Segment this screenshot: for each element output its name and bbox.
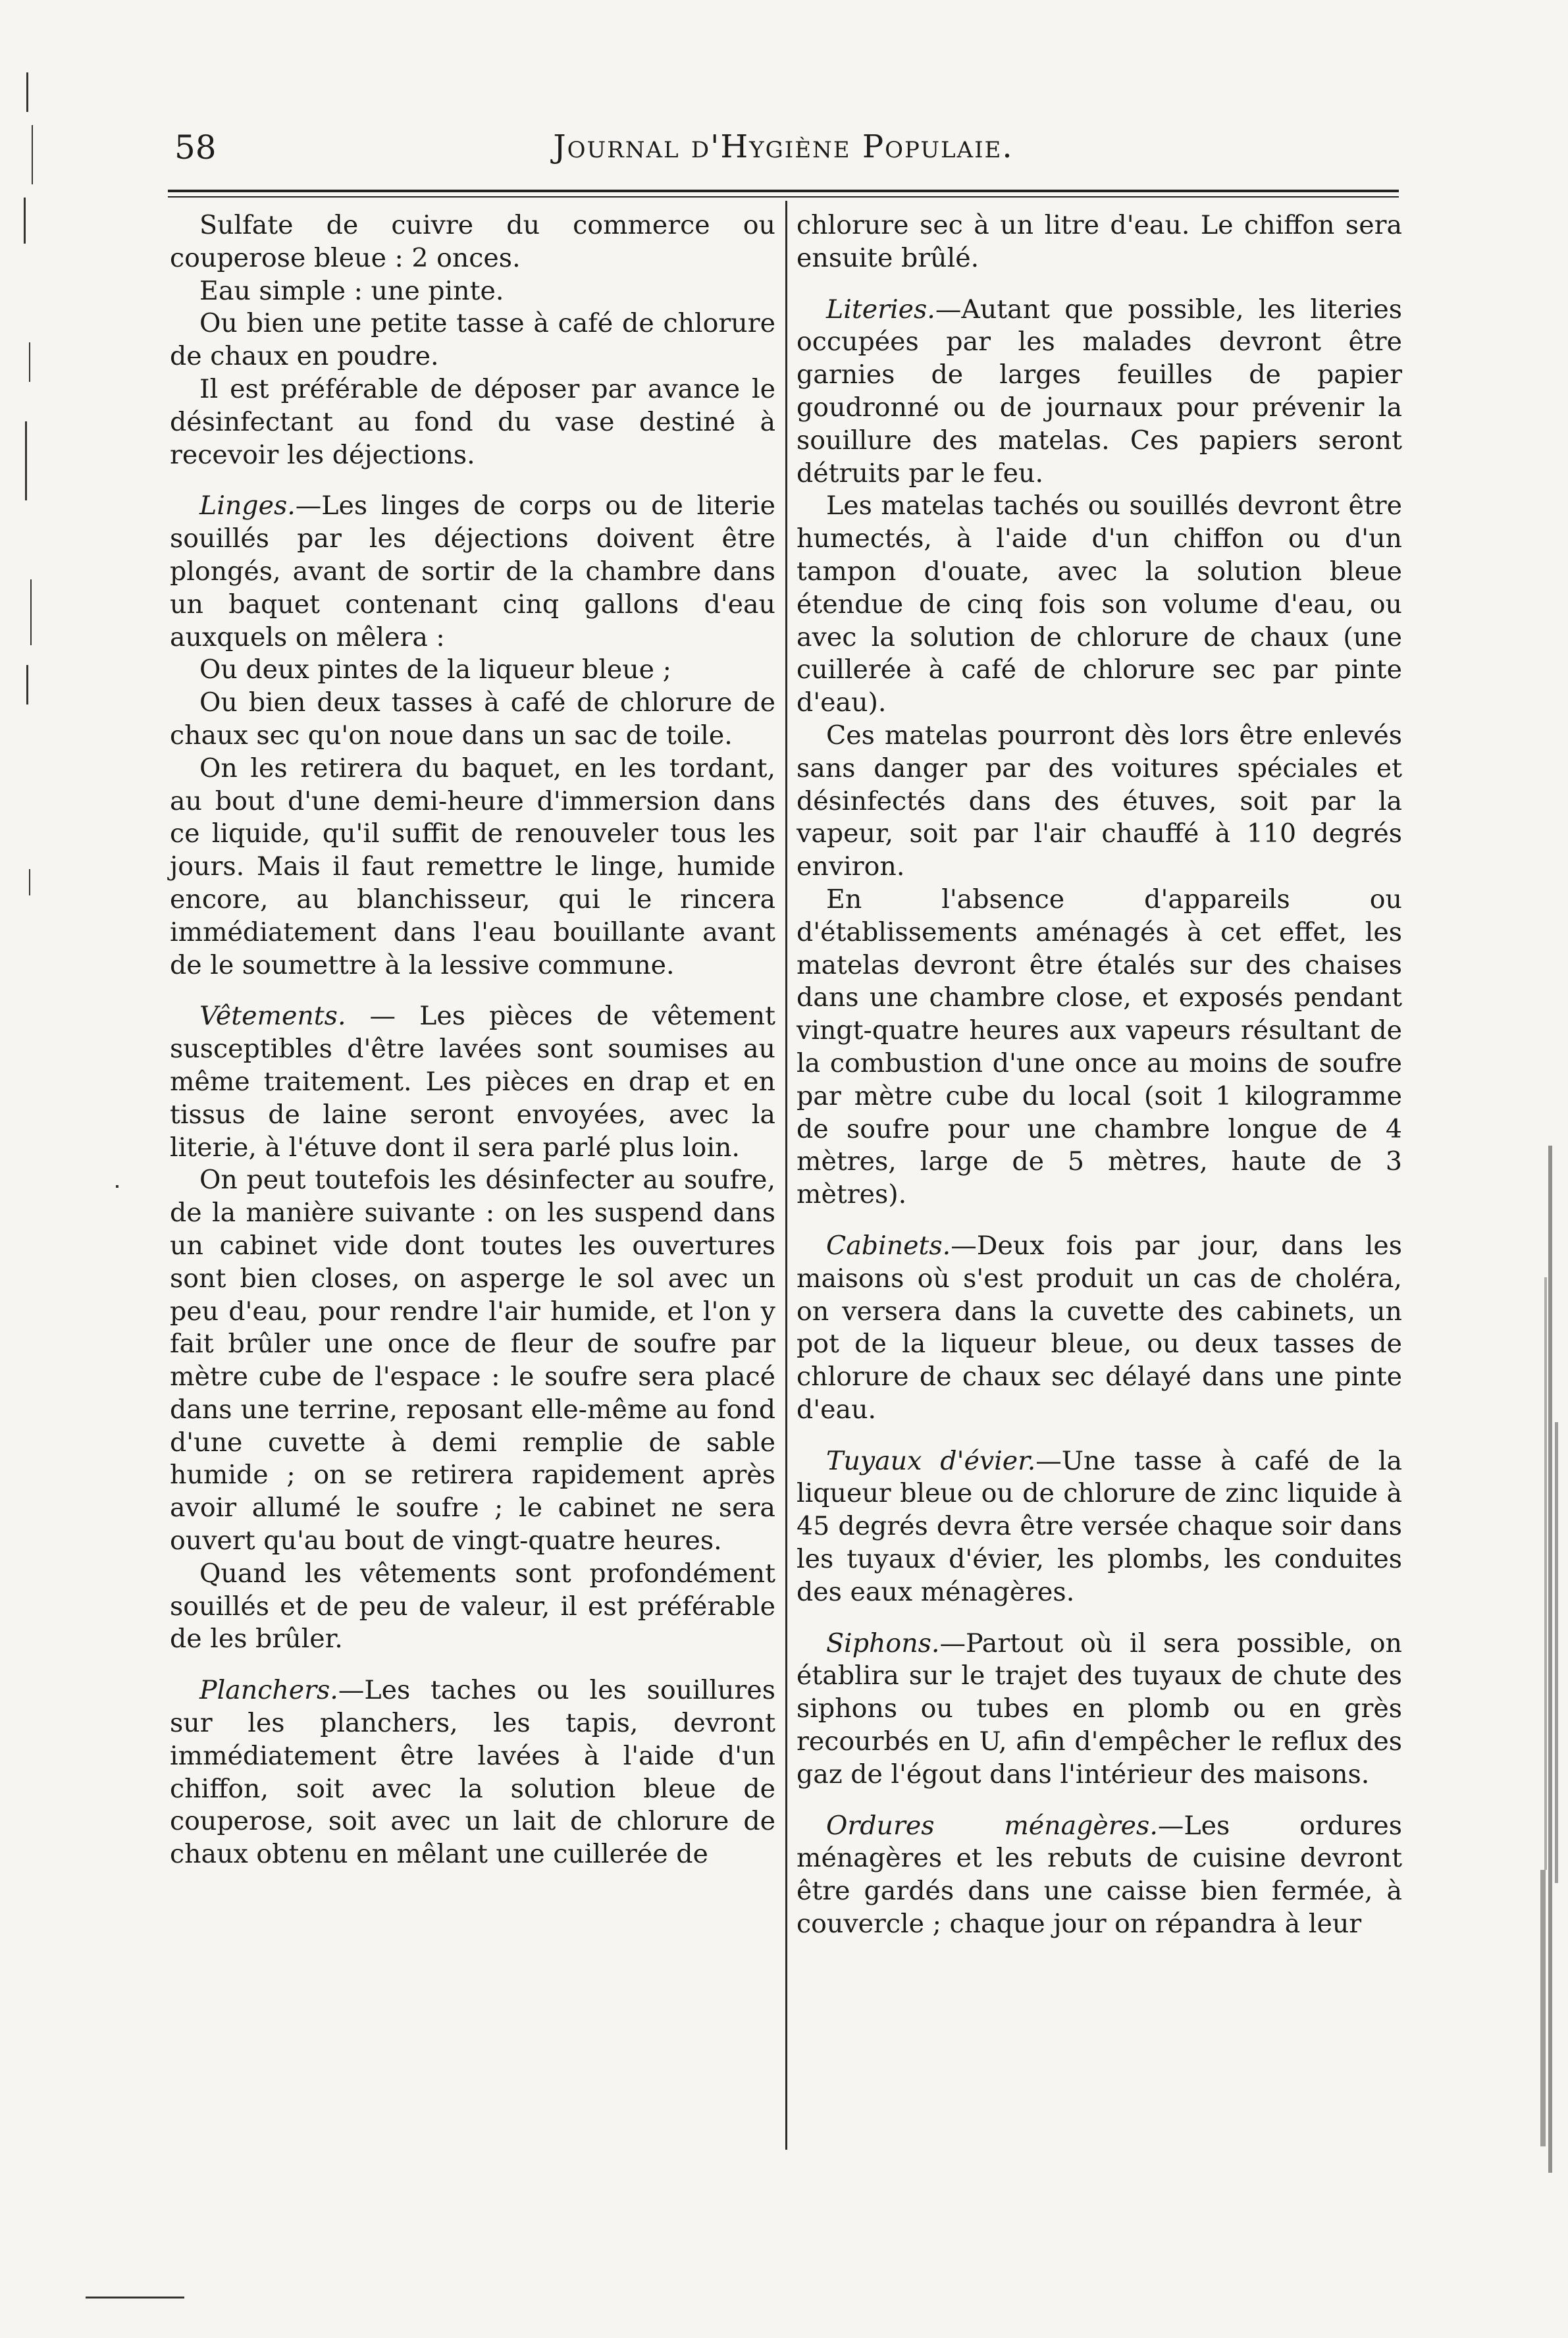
paragraph bbox=[797, 720, 1402, 884]
paragraph-text: chlorure sec à un litre d'eau. Le chiffon sera ensuite brûlé. bbox=[797, 210, 1402, 273]
paragraph-text: Il est préférable de déposer par avance le désinfectant au fond du vase destiné à recevoir les déjections. bbox=[170, 373, 775, 470]
page-header bbox=[168, 122, 1399, 181]
paragraph-text: —Les linges de corps ou de literie souillés par les déjections doivent être plongés, avant de sortir de la chambre dans un baquet contenant cinq gallons d'eau auxquels on mêlera : bbox=[170, 491, 775, 652]
paragraph bbox=[170, 373, 775, 471]
right-edge-scan-noise bbox=[1529, 1146, 1568, 2173]
section-lead: Siphons. bbox=[826, 1628, 940, 1659]
right-column bbox=[797, 209, 1402, 1941]
paragraph-text: —Deux fois par jour, dans les maisons où s'est produit un cas de choléra, on versera dans la cuvette des cabinets, un pot de la liqueur bleue, ou deux tasses de chlorure de chaux sec délayé dans une pinte d'eau. bbox=[797, 1230, 1402, 1425]
header-rule-thin bbox=[168, 196, 1399, 198]
section-lead: Linges. bbox=[199, 491, 296, 521]
footer-rule bbox=[86, 2297, 184, 2298]
paragraph bbox=[797, 1810, 1402, 1941]
paragraph-text: Sulfate de cuivre du commerce ou couperose bleue : 2 onces. bbox=[170, 210, 775, 273]
paragraph bbox=[170, 209, 775, 275]
left-column bbox=[170, 209, 775, 1871]
section-lead: Tuyaux d'évier. bbox=[826, 1445, 1036, 1476]
header-rule bbox=[168, 190, 1399, 192]
paragraph bbox=[170, 1674, 775, 1871]
running-title: Journal d'Hygiène Populaie. bbox=[553, 128, 1014, 165]
paragraph bbox=[797, 1445, 1402, 1609]
paragraph bbox=[797, 490, 1402, 720]
paragraph bbox=[170, 490, 775, 654]
paragraph-text: Ces matelas pourront dès lors être enlevés sans danger par des voitures spéciales et désinfectés dans des étuves, soit par la vapeur, soit par l'air chauffé à 110 degrés environ. bbox=[797, 720, 1402, 882]
paragraph-text: — Les pièces de vêtement susceptibles d'être lavées sont soumises au même traitement. Les pièces en drap et en tissus de laine seront envoyées, avec la literie, à l'étuve dont il sera parlé plus loin. bbox=[170, 1001, 775, 1163]
section-lead: Literies. bbox=[826, 294, 935, 325]
paragraph bbox=[170, 654, 775, 687]
column-divider bbox=[785, 201, 787, 2150]
paragraph bbox=[170, 275, 775, 308]
paragraph bbox=[797, 1230, 1402, 1427]
paragraph-text: —Autant que possible, les literies occupées par les malades devront être garnies de larges feuilles de papier goudronné ou de journaux pour prévenir la souillure des matelas. Ces papiers seront détruits par le feu. bbox=[797, 294, 1402, 489]
paragraph-text: Quand les vêtements sont profondément souillés et de peu de valeur, il est préférable de les brûler. bbox=[170, 1558, 775, 1655]
paragraph bbox=[797, 884, 1402, 1211]
paragraph-text: On peut toutefois les désinfecter au soufre, de la manière suivante : on les suspend dans un cabinet vide dont toutes les ouvertures sont bien closes, on asperge le sol avec un peu d'eau, pour rendre l'air humide, et l'on y fait brûler une once de fleur de soufre par mètre cube de l'espace : le soufre sera placé dans une terrine, reposant elle-même au fond d'une cuvette à demi remplie de sable humide ; on se retirera rapidement après avoir allumé le soufre ; le cabinet ne sera ouvert qu'au bout de vingt-quatre heures. bbox=[170, 1165, 775, 1556]
paragraph-text: On les retirera du baquet, en les tordant, au bout d'une demi-heure d'immersion dans ce liquide, qu'il suffit de renouveler tous les jours. Mais il faut remettre le linge, humide encore, au blanchisseur, qui le rincera immédiatement dans l'eau bouillante avant de le soumettre à la lessive commune. bbox=[170, 753, 775, 980]
section-lead: Vêtements. bbox=[199, 1001, 346, 1032]
section-lead: Ordures ménagères. bbox=[826, 1810, 1158, 1841]
section-lead: Cabinets. bbox=[826, 1230, 951, 1261]
section-lead: Planchers. bbox=[199, 1675, 338, 1706]
paragraph bbox=[170, 1558, 775, 1656]
paragraph bbox=[797, 294, 1402, 491]
paragraph-text: —Partout où il sera possible, on établira sur le trajet des tuyaux de chute des siphons ou tubes en plomb ou en grès recourbés en U, afin d'empêcher le reflux des gaz de l'égout dans l'intérieur des maisons. bbox=[797, 1628, 1402, 1790]
paragraph bbox=[170, 307, 775, 373]
paragraph bbox=[170, 687, 775, 753]
paragraph-text: Eau simple : une pinte. bbox=[199, 275, 504, 306]
paragraph-text: Ou bien une petite tasse à café de chlorure de chaux en poudre. bbox=[170, 308, 775, 372]
paragraph-text: Ou bien deux tasses à café de chlorure de chaux sec qu'on noue dans un sac de toile. bbox=[170, 687, 775, 751]
paragraph bbox=[170, 1164, 775, 1558]
paragraph-text: —Une tasse à café de la liqueur bleue ou de chlorure de zinc liquide à 45 degrés devra être versée chaque soir dans les tuyaux d'évier, les plombs, les conduites des eaux ménagères. bbox=[797, 1445, 1402, 1607]
paragraph-text: Les matelas tachés ou souillés devront être humectés, à l'aide d'un chiffon ou d'un tampon d'ouate, avec la solution bleue étendue de cinq fois son volume d'eau, ou avec la solution de chlorure de chaux (une cuillerée à café de chlorure sec par pinte d'eau). bbox=[797, 491, 1402, 718]
paragraph-text: —Les taches ou les souillures sur les planchers, les tapis, devront immédiatement être lavées à l'aide d'un chiffon, soit avec la solution bleue de couperose, soit avec un lait de chlorure de chaux obtenu en mêlant une cuillerée de bbox=[170, 1675, 775, 1870]
left-margin-marks bbox=[0, 0, 79, 1185]
paragraph-text: —Les ordures ménagères et les rebuts de cuisine devront être gardés dans une caisse bien fermée, à couvercle ; chaque jour on répandra à leur bbox=[797, 1810, 1402, 1940]
paragraph bbox=[797, 1628, 1402, 1792]
paragraph bbox=[797, 209, 1402, 275]
paragraph-text: En l'absence d'appareils ou d'établissements aménagés à cet effet, les matelas devront être étalés sur des chaises dans une chambre close, et exposés pendant vingt-quatre heures aux vapeurs résultant de la combustion d'une once au moins de soufre par mètre cube du local (soit 1 kilogramme de soufre pour une chambre longue de 4 mètres, large de 5 mètres, haute de 3 mètres). bbox=[797, 884, 1402, 1210]
paragraph-text: Ou deux pintes de la liqueur bleue ; bbox=[199, 654, 671, 685]
paragraph bbox=[170, 1000, 775, 1164]
paragraph bbox=[170, 753, 775, 982]
page-number: 58 bbox=[174, 128, 217, 167]
